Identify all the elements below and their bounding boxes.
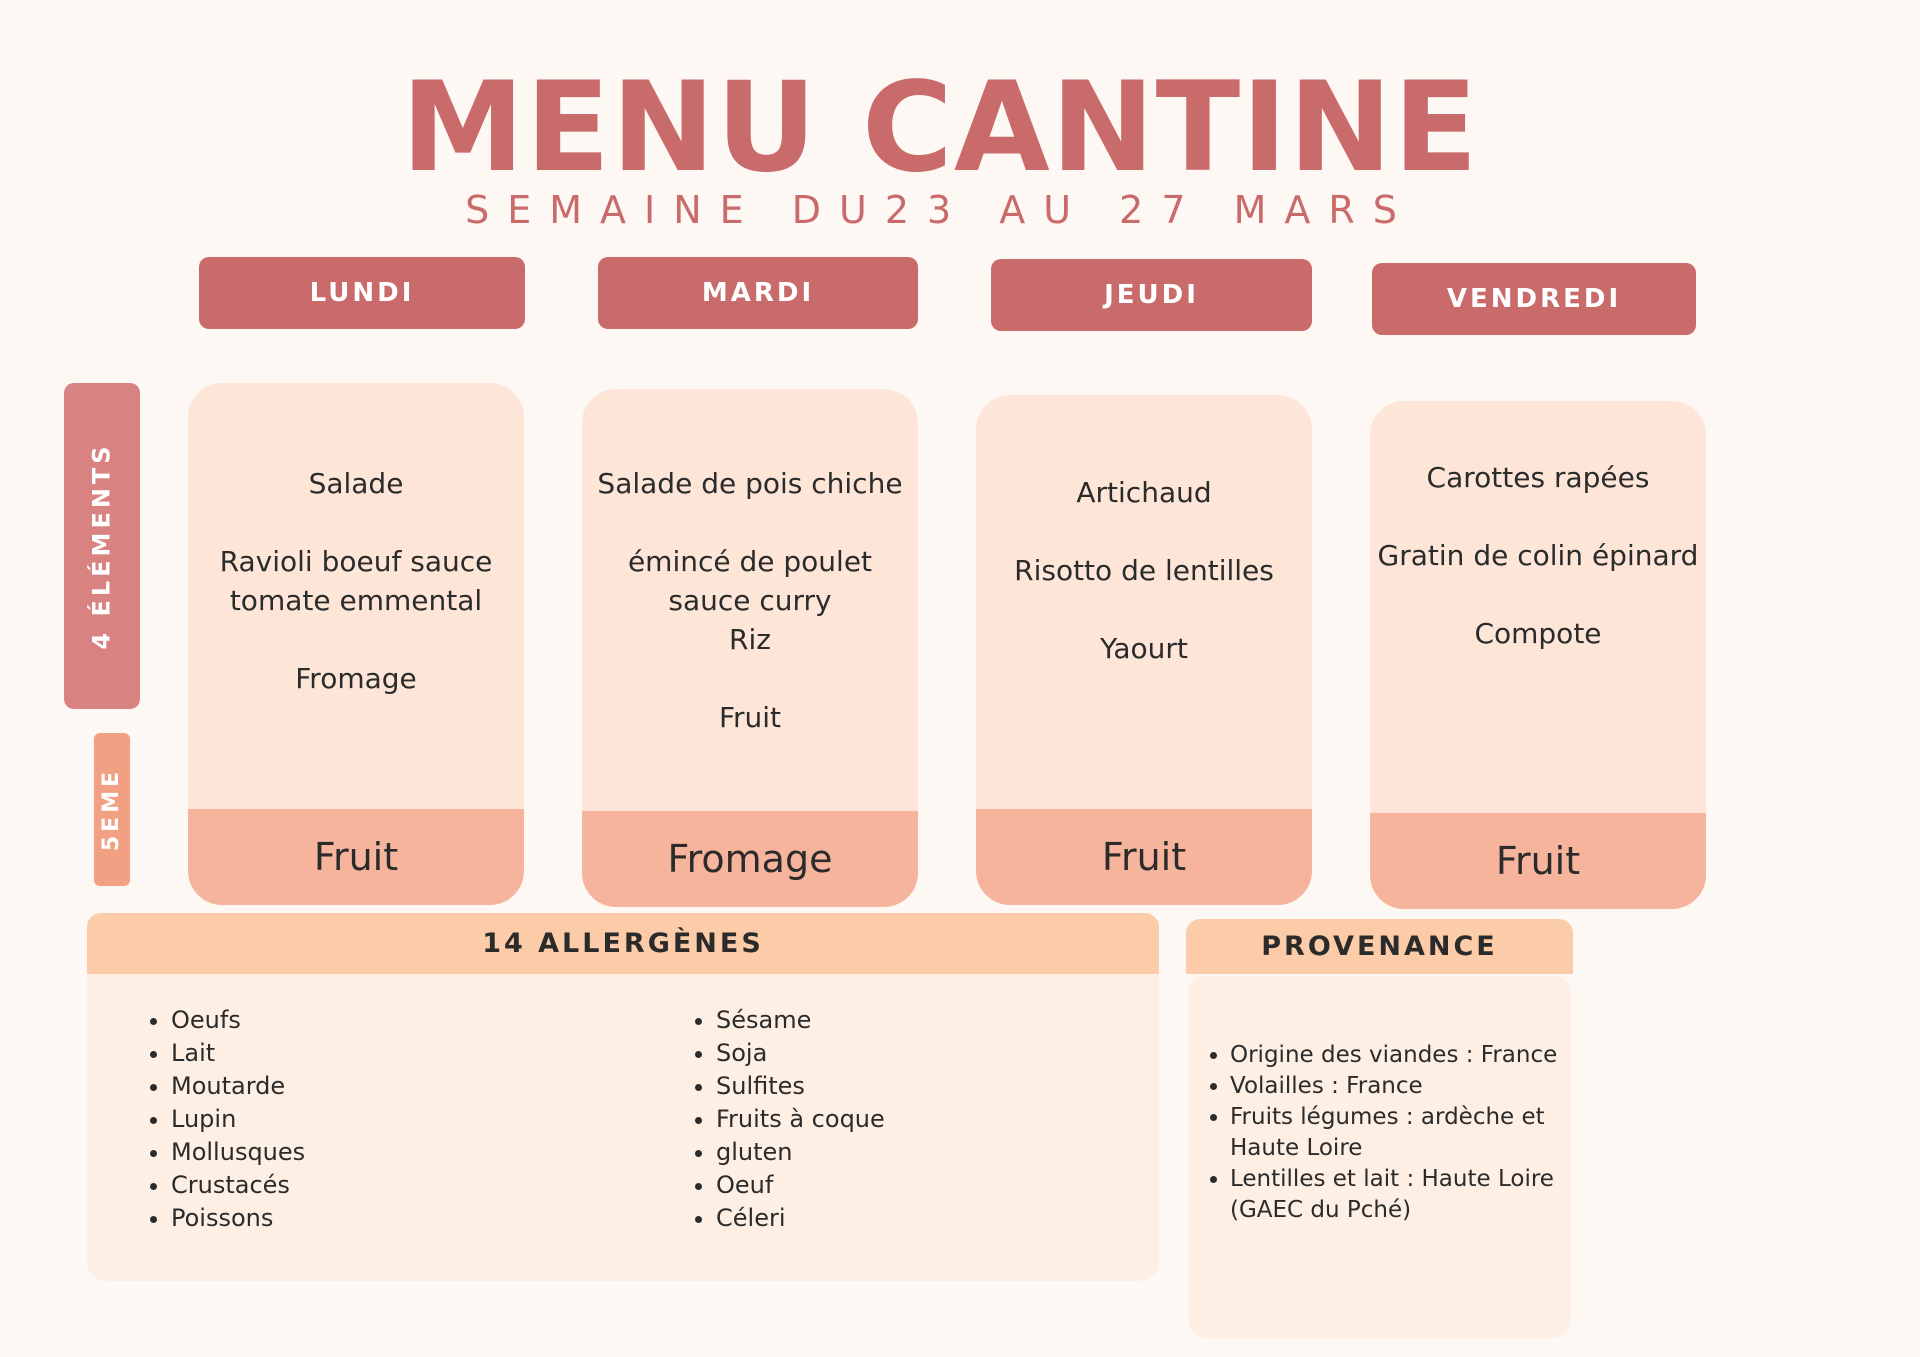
allergen-item: • Lupin bbox=[171, 1103, 305, 1136]
provenance-item: • Fruits légumes : ardèche et Haute Loire bbox=[1230, 1102, 1576, 1164]
allergen-item: • Sulfites bbox=[716, 1070, 885, 1103]
menu-items-jeudi bbox=[976, 395, 1312, 668]
menu-item: Ravioli boeuf sauce bbox=[219, 545, 493, 578]
provenance-list bbox=[1206, 1040, 1576, 1226]
menu-item: sauce curry bbox=[668, 584, 832, 617]
fifth-element-vendredi: Fruit bbox=[1370, 813, 1706, 909]
menu-item: Salade de pois chiche bbox=[597, 467, 903, 500]
menu-item bbox=[582, 503, 918, 542]
allergen-item: • Lait bbox=[171, 1037, 305, 1070]
menu-item: émincé de poulet bbox=[627, 545, 873, 578]
day-card-mardi bbox=[582, 389, 918, 907]
menu-item: Artichaud bbox=[1076, 476, 1212, 509]
provenance-body bbox=[1188, 976, 1571, 1338]
day-card-jeudi bbox=[976, 395, 1312, 905]
menu-item: Salade bbox=[308, 467, 404, 500]
page-subtitle: SEMAINE DU23 AU 27 MARS bbox=[465, 188, 1415, 232]
page-title: MENU CANTINE bbox=[401, 56, 1479, 200]
provenance-item: • Volailles : France bbox=[1230, 1071, 1576, 1102]
allergen-item: • Fruits à coque bbox=[716, 1103, 885, 1136]
menu-item bbox=[1370, 575, 1706, 614]
menu-item: Compote bbox=[1474, 617, 1602, 650]
allergen-item: • Oeufs bbox=[171, 1004, 305, 1037]
allergen-item: • Moutarde bbox=[171, 1070, 305, 1103]
menu-items-vendredi bbox=[1370, 401, 1706, 653]
menu-item: Riz bbox=[729, 623, 771, 656]
menu-item: Gratin de colin épinard bbox=[1377, 539, 1699, 572]
side-tag-four-elements bbox=[64, 383, 140, 709]
allergen-item: • gluten bbox=[716, 1136, 885, 1169]
provenance-item: • Origine des viandes : France bbox=[1230, 1040, 1576, 1071]
fifth-element-mardi: Fromage bbox=[582, 811, 918, 907]
menu-items-mardi bbox=[582, 389, 918, 737]
allergen-item: • Crustacés bbox=[171, 1169, 305, 1202]
allergen-item: • Poissons bbox=[171, 1202, 305, 1235]
side-tag-four-label: 4 ÉLÉMENTS bbox=[88, 442, 116, 650]
provenance-header: PROVENANCE bbox=[1186, 919, 1573, 974]
menu-item bbox=[976, 512, 1312, 551]
side-tag-fifth-label: 5EME bbox=[99, 767, 125, 852]
side-tag-fifth bbox=[94, 733, 130, 886]
allergens-header: 14 ALLERGÈNES bbox=[87, 913, 1159, 974]
menu-item: Carottes rapées bbox=[1426, 461, 1650, 494]
day-header-lundi: LUNDI bbox=[199, 257, 525, 329]
menu-item bbox=[188, 620, 524, 659]
fifth-element-lundi: Fruit bbox=[188, 809, 524, 905]
menu-items-lundi bbox=[188, 383, 524, 698]
day-card-lundi bbox=[188, 383, 524, 905]
menu-item bbox=[1370, 497, 1706, 536]
allergen-item: • Soja bbox=[716, 1037, 885, 1070]
menu-item: Risotto de lentilles bbox=[1014, 554, 1274, 587]
allergens-list-2 bbox=[692, 1004, 885, 1235]
menu-item: Fromage bbox=[295, 662, 417, 695]
allergen-item: • Céleri bbox=[716, 1202, 885, 1235]
menu-item: Fruit bbox=[718, 701, 782, 734]
menu-item: tomate emmental bbox=[229, 584, 483, 617]
day-header-mardi: MARDI bbox=[598, 257, 918, 329]
allergen-item: • Sésame bbox=[716, 1004, 885, 1037]
fifth-element-jeudi: Fruit bbox=[976, 809, 1312, 905]
menu-item bbox=[582, 659, 918, 698]
provenance-item: • Lentilles et lait : Haute Loire (GAEC du Pché) bbox=[1230, 1164, 1576, 1226]
menu-item bbox=[976, 590, 1312, 629]
day-card-vendredi bbox=[1370, 401, 1706, 909]
menu-item bbox=[188, 503, 524, 542]
allergens-body bbox=[87, 974, 1159, 1281]
day-header-jeudi: JEUDI bbox=[991, 259, 1312, 331]
menu-item: Yaourt bbox=[1100, 632, 1188, 665]
allergen-item: • Mollusques bbox=[171, 1136, 305, 1169]
allergens-list-1 bbox=[147, 1004, 305, 1235]
day-header-vendredi: VENDREDI bbox=[1372, 263, 1696, 335]
allergen-item: • Oeuf bbox=[716, 1169, 885, 1202]
